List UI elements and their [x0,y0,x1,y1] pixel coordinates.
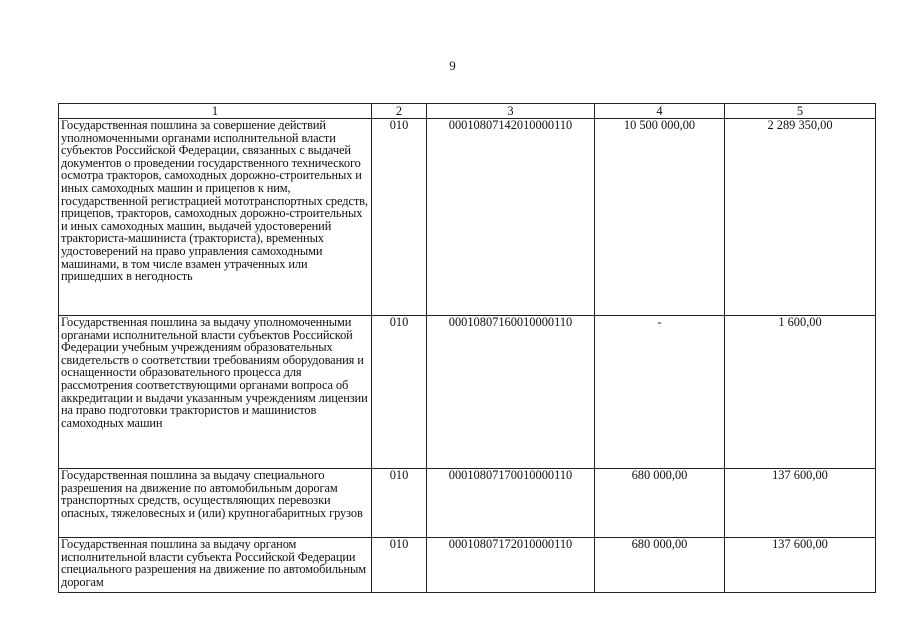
row-admin-code: 010 [372,316,427,469]
table-header-row [59,104,876,119]
row-value-5: 2 289 350,00 [725,119,876,316]
column-header-2: 2 [372,104,427,119]
row-description: Государственная пошлина за совершение действий уполномоченными органами исполнительной власти субъектов Российской Федерации, связанных с выдачей документов о проведении государственного технического осмотра тракторов, самоходных дорожно-строительных и иных самоходных машин и прицепов к ним, государственной регистрацией мототранспортных средств, прицепов, тракторов, самоходных дорожно-строительных и иных самоходных машин, выдачей удостоверений тракториста-машиниста (тракториста), временных удостоверений на право управления самоходными машинами, в том числе взамен утраченных или пришедших в негодность [59,119,372,316]
row-budget-code: 00010807142010000110 [427,119,595,316]
table-row [59,316,876,469]
revenue-table [58,103,876,593]
row-budget-code: 00010807160010000110 [427,316,595,469]
page-number: 9 [449,58,456,73]
row-budget-code: 00010807170010000110 [427,469,595,538]
row-description: Государственная пошлина за выдачу уполномоченными органами исполнительной власти субъектов Российской Федерации учебным учреждениям образовательных свидетельств о соответствии требованиям оборудования и оснащенности образовательного процесса для рассмотрения соответствующими органами вопроса об аккредитации и выдачи указанным учреждениям лицензии на право подготовки трактористов и машинистов самоходных машин [59,316,372,469]
column-header-4: 4 [595,104,725,119]
table-row [59,119,876,316]
table-row [59,469,876,538]
column-header-3: 3 [427,104,595,119]
column-header-5: 5 [725,104,876,119]
row-admin-code: 010 [372,119,427,316]
table-row [59,538,876,593]
row-budget-code: 00010807172010000110 [427,538,595,593]
row-description: Государственная пошлина за выдачу специального разрешения на движение по автомобильным дорогам транспортных средств, осуществляющих перевозки опасных, тяжеловесных и (или) крупногабаритных грузов [59,469,372,538]
row-value-4: 10 500 000,00 [595,119,725,316]
row-value-4: - [595,316,725,469]
row-value-4: 680 000,00 [595,538,725,593]
row-description: Государственная пошлина за выдачу органом исполнительной власти субъекта Российской Федерации специального разрешения на движение по автомобильным дорогам [59,538,372,593]
row-value-5: 137 600,00 [725,469,876,538]
row-admin-code: 010 [372,469,427,538]
row-value-4: 680 000,00 [595,469,725,538]
row-admin-code: 010 [372,538,427,593]
row-value-5: 137 600,00 [725,538,876,593]
column-header-1: 1 [59,104,372,119]
row-value-5: 1 600,00 [725,316,876,469]
